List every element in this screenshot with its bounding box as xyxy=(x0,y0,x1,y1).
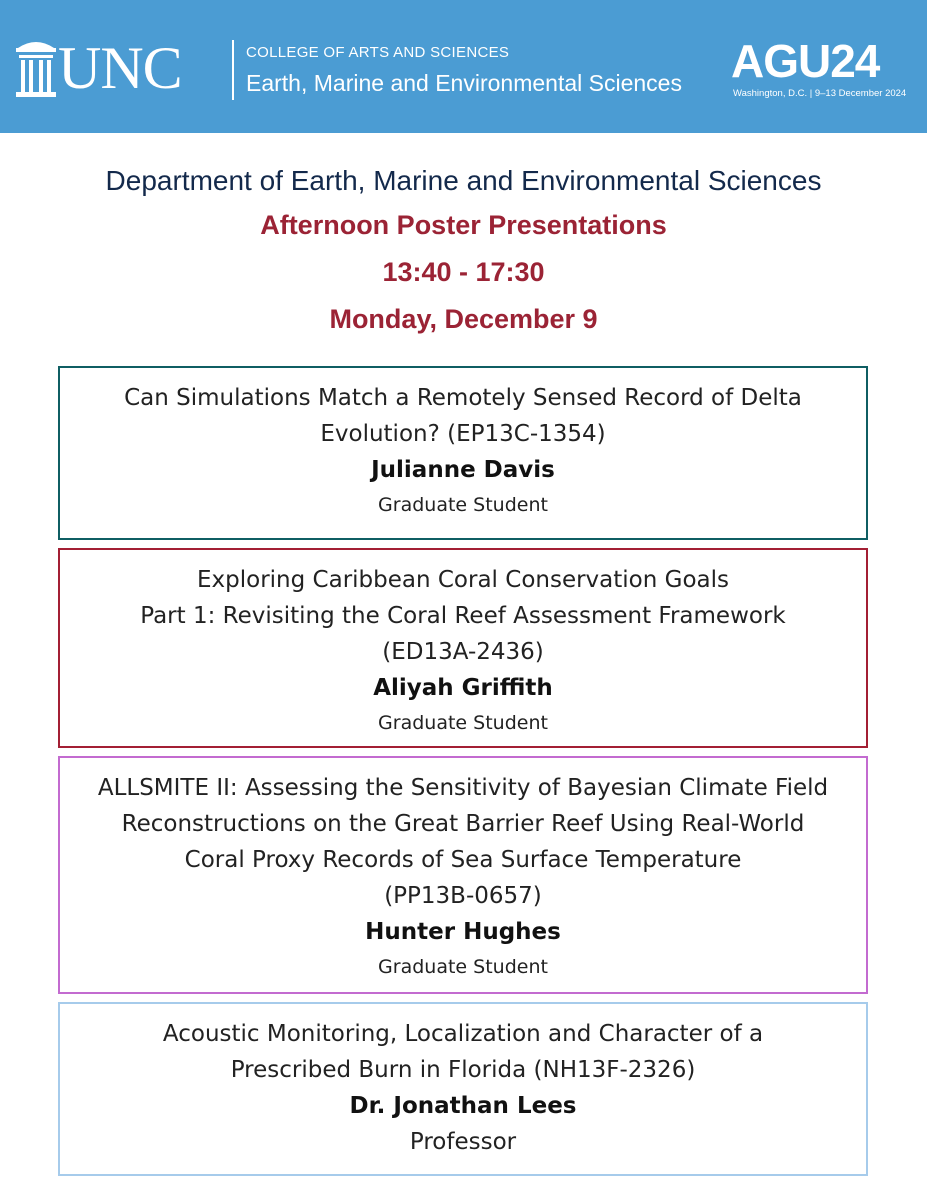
presenter-name: Julianne Davis xyxy=(371,457,555,483)
agu24-subtitle: Washington, D.C. | 9–13 December 2024 xyxy=(733,88,907,99)
title-block xyxy=(0,160,927,343)
poster-title-line: Reconstructions on the Great Barrier Reef Using Real-World xyxy=(121,811,805,837)
header-divider xyxy=(232,40,234,100)
poster-title-line: Can Simulations Match a Remotely Sensed Record of Delta xyxy=(124,385,802,411)
header-banner xyxy=(0,0,927,133)
poster-title-line: Exploring Caribbean Coral Conservation Goals xyxy=(197,567,729,593)
session-heading: Afternoon Poster Presentations xyxy=(260,210,667,240)
presenter-name: Hunter Hughes xyxy=(365,919,561,945)
agu24-logo: AGU24 xyxy=(731,35,880,87)
poster-card-hughes xyxy=(58,756,868,994)
presenter-role: Professor xyxy=(409,1129,517,1155)
poster-title-line: ALLSMITE II: Assessing the Sensitivity of Bayesian Climate Field xyxy=(97,775,829,801)
poster-title-line: Coral Proxy Records of Sea Surface Temperature xyxy=(184,847,742,873)
presenter-role: Graduate Student xyxy=(378,494,548,516)
presenter-role: Graduate Student xyxy=(378,956,548,978)
poster-card-lees xyxy=(58,1002,868,1176)
presenter-name: Dr. Jonathan Lees xyxy=(349,1093,577,1119)
unc-wordmark: UNC xyxy=(58,35,182,101)
session-date: Monday, December 9 xyxy=(329,304,598,334)
college-name: COLLEGE OF ARTS AND SCIENCES xyxy=(246,44,510,61)
poster-title-line: Acoustic Monitoring, Localization and Character of a xyxy=(162,1021,764,1047)
poster-card-griffith xyxy=(58,548,868,748)
poster-title-line: Part 1: Revisiting the Coral Reef Assessment Framework xyxy=(140,603,786,629)
poster-title-line: (ED13A-2436) xyxy=(382,639,544,665)
poster-card-davis xyxy=(58,366,868,540)
poster-title-line: Evolution? (EP13C-1354) xyxy=(320,421,606,447)
poster-title-line: Prescribed Burn in Florida (NH13F-2326) xyxy=(230,1057,696,1083)
department-name: Earth, Marine and Environmental Sciences xyxy=(246,70,682,96)
poster-title-line: (PP13B-0657) xyxy=(384,883,542,909)
department-heading: Department of Earth, Marine and Environmental Sciences xyxy=(105,165,822,196)
session-time: 13:40 - 17:30 xyxy=(382,257,545,287)
presenter-role: Graduate Student xyxy=(378,712,548,734)
presenter-name: Aliyah Griffith xyxy=(373,675,553,701)
